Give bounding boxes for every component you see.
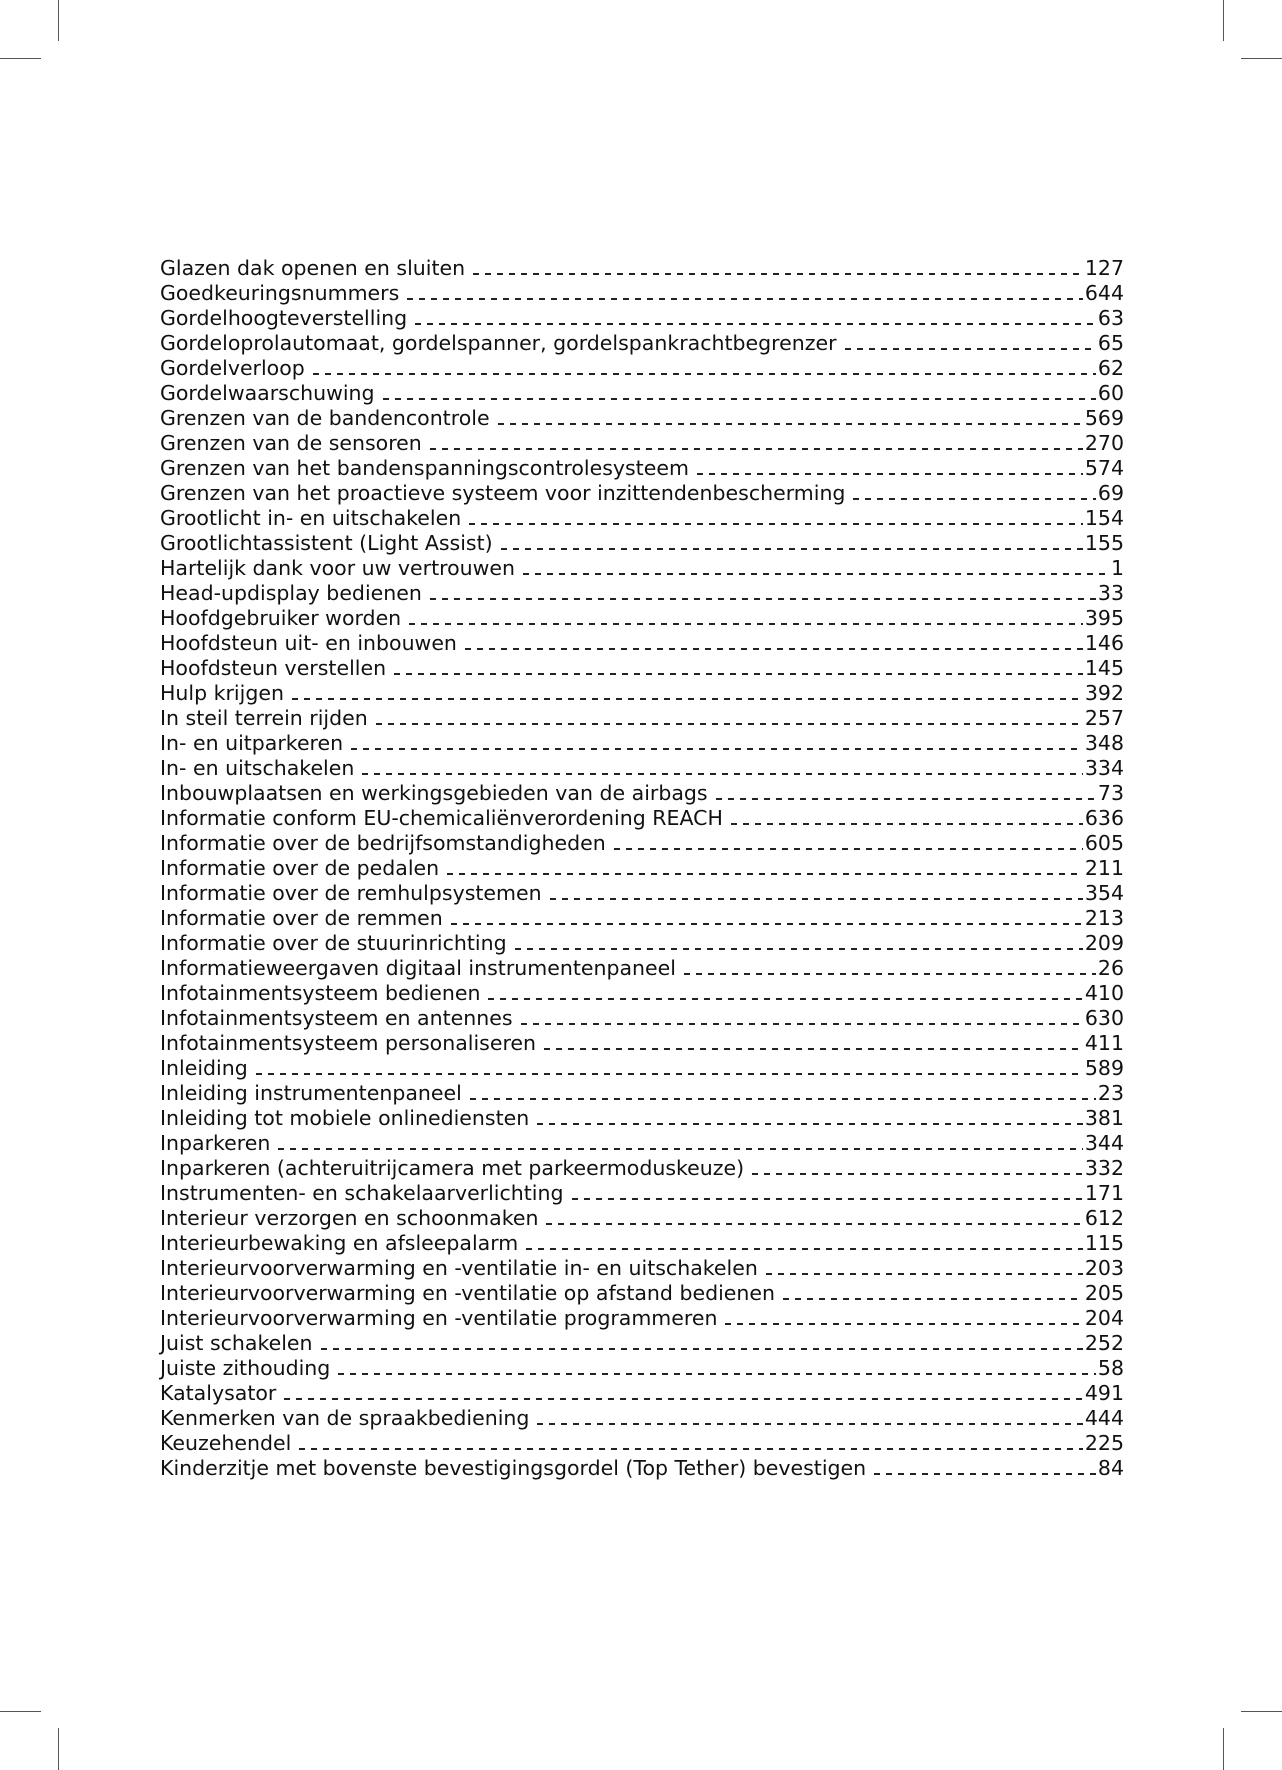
index-entry[interactable] (160, 1056, 1124, 1081)
index-entry[interactable] (160, 1031, 1124, 1056)
dot-leader (284, 1398, 1083, 1400)
dot-leader (338, 1373, 1096, 1375)
index-entry-page: 395 (1084, 606, 1124, 630)
index-entry-page: 205 (1084, 1281, 1124, 1305)
index-entry[interactable] (160, 1256, 1124, 1281)
index-entry[interactable] (160, 731, 1124, 756)
index-entry-page: 60 (1097, 381, 1124, 405)
crop-mark-top-right-horizontal (1241, 58, 1282, 59)
index-entry[interactable] (160, 1281, 1124, 1306)
index-entry-page: 344 (1084, 1131, 1124, 1155)
index-entry-page: 574 (1084, 456, 1124, 480)
index-entry-page: 63 (1097, 306, 1124, 330)
index-entry-label: Infotainmentsysteem personaliseren (160, 1031, 537, 1055)
index-entry[interactable] (160, 1156, 1124, 1181)
index-entry-page: 1 (1110, 556, 1124, 580)
index-entry-label: Glazen dak openen en sluiten (160, 256, 466, 280)
dot-leader (292, 698, 1083, 700)
index-list (160, 256, 1124, 1481)
dot-leader (853, 498, 1095, 500)
index-entry[interactable] (160, 331, 1124, 356)
index-entry[interactable] (160, 956, 1124, 981)
index-entry[interactable] (160, 881, 1124, 906)
dot-leader (299, 1448, 1083, 1450)
index-entry[interactable] (160, 856, 1124, 881)
dot-leader (469, 523, 1083, 525)
dot-leader (407, 298, 1083, 300)
dot-leader (526, 1248, 1083, 1250)
dot-leader (430, 448, 1083, 450)
index-entry[interactable] (160, 506, 1124, 531)
index-entry-page: 381 (1084, 1106, 1124, 1130)
index-entry[interactable] (160, 831, 1124, 856)
dot-leader (572, 1198, 1083, 1200)
index-entry-label: Interieurvoorverwarming en -ventilatie in- en uitschakelen (160, 1256, 758, 1280)
index-entry-label: Inleiding (160, 1056, 248, 1080)
index-entry-label: Head-updisplay bedienen (160, 581, 422, 605)
index-entry[interactable] (160, 1081, 1124, 1106)
index-entry-page: 354 (1084, 881, 1124, 905)
index-entry-label: Grenzen van het proactieve systeem voor inzittendenbescherming (160, 481, 846, 505)
index-entry-page: 252 (1084, 1331, 1124, 1355)
dot-leader (546, 1223, 1082, 1225)
index-entry[interactable] (160, 1331, 1124, 1356)
index-entry-label: Goedkeuringsnummers (160, 281, 400, 305)
index-entry-page: 73 (1097, 781, 1124, 805)
index-entry-page: 257 (1084, 706, 1124, 730)
index-entry-label: Interieur verzorgen en schoonmaken (160, 1206, 539, 1230)
dot-leader (278, 1148, 1082, 1150)
dot-leader (465, 648, 1083, 650)
index-entry-page: 636 (1084, 806, 1124, 830)
dot-leader (845, 348, 1096, 350)
index-entry[interactable] (160, 656, 1124, 681)
index-entry-page: 203 (1084, 1256, 1124, 1280)
dot-leader (394, 673, 1083, 675)
dot-leader (313, 373, 1096, 375)
index-entry-page: 146 (1084, 631, 1124, 655)
index-entry-page: 491 (1084, 1381, 1124, 1405)
index-entry-label: Informatie over de stuurinrichting (160, 931, 507, 955)
crop-mark-bottom-left-horizontal (0, 1711, 41, 1712)
index-entry-label: Hoofdsteun uit- en inbouwen (160, 631, 457, 655)
index-entry-label: Hoofdgebruiker worden (160, 606, 402, 630)
index-entry[interactable] (160, 1356, 1124, 1381)
index-entry-label: Grenzen van de bandencontrole (160, 406, 490, 430)
index-entry-label: Inbouwplaatsen en werkingsgebieden van de airbags (160, 781, 708, 805)
index-entry-page: 209 (1084, 931, 1124, 955)
index-entry[interactable] (160, 281, 1124, 306)
index-entry-page: 26 (1097, 956, 1124, 980)
index-entry-label: Keuzehendel (160, 1431, 292, 1455)
index-entry[interactable] (160, 1206, 1124, 1231)
index-entry-label: Hoofdsteun verstellen (160, 656, 387, 680)
index-entry-page: 213 (1084, 906, 1124, 930)
dot-leader (376, 723, 1083, 725)
dot-leader (351, 748, 1083, 750)
index-entry[interactable] (160, 481, 1124, 506)
index-entry-label: Gordelhoogteverstelling (160, 306, 408, 330)
dot-leader (731, 823, 1083, 825)
index-entry-label: Infotainmentsysteem en antennes (160, 1006, 513, 1030)
index-entry[interactable] (160, 606, 1124, 631)
crop-mark-top-left-horizontal (0, 58, 41, 59)
index-entry[interactable] (160, 581, 1124, 606)
index-entry-label: Interieurvoorverwarming en -ventilatie op afstand bedienen (160, 1281, 775, 1305)
dot-leader (752, 1173, 1083, 1175)
index-entry-label: Interieurbewaking en afsleepalarm (160, 1231, 519, 1255)
dot-leader (544, 1048, 1083, 1050)
index-entry-label: Inparkeren (achteruitrijcamera met parkeermoduskeuze) (160, 1156, 745, 1180)
index-entry[interactable] (160, 1431, 1124, 1456)
index-entry-label: Gordelwaarschuwing (160, 381, 375, 405)
index-entry-label: Inleiding instrumentenpaneel (160, 1081, 462, 1105)
index-entry-label: Grenzen van de sensoren (160, 431, 422, 455)
index-entry-page: 115 (1084, 1231, 1124, 1255)
dot-leader (684, 973, 1096, 975)
index-entry-page: 270 (1084, 431, 1124, 455)
index-entry-page: 154 (1084, 506, 1124, 530)
index-entry-label: Informatieweergaven digitaal instrumentenpaneel (160, 956, 676, 980)
index-entry-page: 348 (1084, 731, 1124, 755)
index-entry[interactable] (160, 1406, 1124, 1431)
index-entry-label: Informatie over de remmen (160, 906, 443, 930)
index-entry-label: Gordelverloop (160, 356, 305, 380)
index-entry-page: 612 (1084, 1206, 1124, 1230)
index-entry-page: 33 (1097, 581, 1124, 605)
index-entry[interactable] (160, 906, 1124, 931)
index-entry-label: Grootlicht in- en uitschakelen (160, 506, 462, 530)
dot-leader (362, 773, 1082, 775)
index-entry-page: 58 (1097, 1356, 1124, 1380)
index-entry-label: Informatie over de remhulpsystemen (160, 881, 542, 905)
dot-leader (725, 1323, 1082, 1325)
crop-mark-top-right-vertical (1223, 0, 1224, 41)
index-entry-label: Grenzen van het bandenspanningscontrolesysteem (160, 456, 689, 480)
index-entry-page: 84 (1097, 1456, 1124, 1480)
index-entry-page: 411 (1084, 1031, 1124, 1055)
index-entry-page: 127 (1084, 256, 1124, 280)
index-entry-label: Instrumenten- en schakelaarverlichting (160, 1181, 564, 1205)
index-entry-page: 332 (1084, 1156, 1124, 1180)
index-entry[interactable] (160, 1456, 1124, 1481)
index-entry[interactable] (160, 681, 1124, 706)
index-entry-page: 444 (1084, 1406, 1124, 1430)
dot-leader (470, 1098, 1096, 1100)
index-entry-label: Infotainmentsysteem bedienen (160, 981, 481, 1005)
index-entry[interactable] (160, 381, 1124, 406)
dot-leader (415, 323, 1096, 325)
dot-leader (550, 898, 1083, 900)
dot-leader (521, 1023, 1083, 1025)
dot-leader (783, 1298, 1083, 1300)
index-entry-label: Kenmerken van de spraakbediening (160, 1406, 530, 1430)
index-entry[interactable] (160, 556, 1124, 581)
index-entry[interactable] (160, 1106, 1124, 1131)
index-entry[interactable] (160, 1231, 1124, 1256)
index-entry[interactable] (160, 931, 1124, 956)
index-entry-page: 23 (1097, 1081, 1124, 1105)
index-entry-page: 62 (1097, 356, 1124, 380)
index-entry[interactable] (160, 781, 1124, 806)
index-entry-page: 69 (1097, 481, 1124, 505)
index-entry-label: In- en uitschakelen (160, 756, 355, 780)
dot-leader (537, 1123, 1083, 1125)
index-entry-page: 392 (1084, 681, 1124, 705)
dot-leader (523, 573, 1109, 575)
index-entry[interactable] (160, 431, 1124, 456)
dot-leader (430, 598, 1096, 600)
index-entry-page: 644 (1084, 281, 1124, 305)
index-entry[interactable] (160, 706, 1124, 731)
index-entry[interactable] (160, 356, 1124, 381)
index-entry[interactable] (160, 631, 1124, 656)
index-entry-page: 334 (1084, 756, 1124, 780)
index-entry-label: In- en uitparkeren (160, 731, 344, 755)
dot-leader (515, 948, 1083, 950)
index-entry[interactable] (160, 806, 1124, 831)
index-entry-label: Hulp krijgen (160, 681, 284, 705)
dot-leader (697, 473, 1083, 475)
index-entry[interactable] (160, 756, 1124, 781)
index-entry[interactable] (160, 1181, 1124, 1206)
index-entry-label: Inleiding tot mobiele onlinediensten (160, 1106, 530, 1130)
index-entry[interactable] (160, 306, 1124, 331)
index-entry[interactable] (160, 406, 1124, 431)
index-entry-page: 145 (1084, 656, 1124, 680)
index-entry-label: Informatie over de pedalen (160, 856, 440, 880)
dot-leader (488, 998, 1082, 1000)
index-entry-label: Katalysator (160, 1381, 277, 1405)
crop-mark-top-left-vertical (58, 0, 59, 41)
crop-mark-bottom-left-vertical (58, 1728, 59, 1770)
crop-mark-bottom-right-vertical (1223, 1728, 1224, 1770)
dot-leader (256, 1073, 1083, 1075)
index-entry-label: Juist schakelen (160, 1331, 313, 1355)
index-entry[interactable] (160, 256, 1124, 281)
index-entry[interactable] (160, 456, 1124, 481)
index-entry[interactable] (160, 1381, 1124, 1406)
index-entry-label: Gordeloprolautomaat, gordelspanner, gordelspankrachtbegrenzer (160, 331, 837, 355)
index-entry[interactable] (160, 1006, 1124, 1031)
index-entry-page: 410 (1084, 981, 1124, 1005)
index-entry-page: 155 (1084, 531, 1124, 555)
dot-leader (614, 848, 1083, 850)
dot-leader (447, 873, 1083, 875)
dot-leader (766, 1273, 1083, 1275)
dot-leader (874, 1473, 1096, 1475)
index-entry-label: Inparkeren (160, 1131, 271, 1155)
index-entry-label: In steil terrein rijden (160, 706, 368, 730)
crop-mark-bottom-right-horizontal (1241, 1711, 1282, 1712)
index-entry-label: Interieurvoorverwarming en -ventilatie programmeren (160, 1306, 718, 1330)
index-entry-label: Informatie conform EU-chemicaliënverordening REACH (160, 806, 723, 830)
dot-leader (409, 623, 1083, 625)
dot-leader (498, 423, 1083, 425)
index-entry-page: 204 (1084, 1306, 1124, 1330)
index-entry-page: 225 (1084, 1431, 1124, 1455)
index-entry-page: 630 (1084, 1006, 1124, 1030)
dot-leader (501, 548, 1083, 550)
dot-leader (321, 1348, 1083, 1350)
index-entry[interactable] (160, 531, 1124, 556)
dot-leader (537, 1423, 1082, 1425)
index-entry-label: Grootlichtassistent (Light Assist) (160, 531, 493, 555)
index-entry-label: Informatie over de bedrijfsomstandigheden (160, 831, 606, 855)
index-entry-page: 171 (1084, 1181, 1124, 1205)
dot-leader (383, 398, 1096, 400)
dot-leader (716, 798, 1096, 800)
index-entry-label: Kinderzitje met bovenste bevestigingsgordel (Top Tether) bevestigen (160, 1456, 867, 1480)
index-entry-page: 589 (1084, 1056, 1124, 1080)
index-entry-page: 65 (1097, 331, 1124, 355)
index-entry-label: Juiste zithouding (160, 1356, 331, 1380)
dot-leader (473, 273, 1083, 275)
dot-leader (451, 923, 1083, 925)
index-entry-page: 211 (1084, 856, 1124, 880)
index-entry-page: 605 (1084, 831, 1124, 855)
index-entry-label: Hartelijk dank voor uw vertrouwen (160, 556, 516, 580)
index-entry[interactable] (160, 1131, 1124, 1156)
index-entry[interactable] (160, 1306, 1124, 1331)
index-entry[interactable] (160, 981, 1124, 1006)
index-entry-page: 569 (1084, 406, 1124, 430)
